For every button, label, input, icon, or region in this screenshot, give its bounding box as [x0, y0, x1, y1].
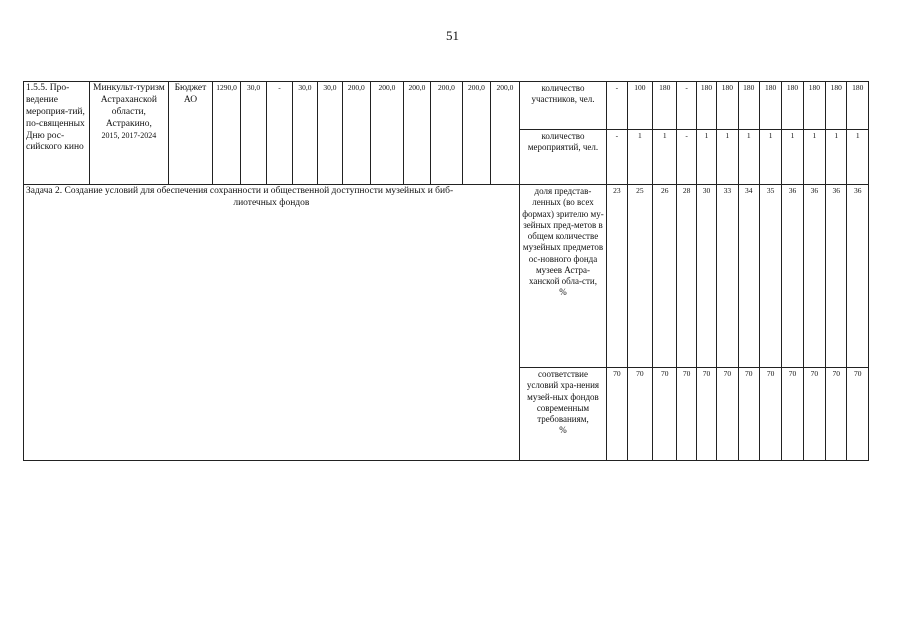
indicator-value: 180: [847, 82, 869, 130]
amount-cell: 200,0: [342, 82, 371, 185]
indicator-value: 180: [653, 82, 677, 130]
indicator-value: 180: [803, 82, 825, 130]
task-2-title-line1: Задача 2. Создание условий для обеспечения сохранности и общественной доступности музейных и биб-: [26, 186, 454, 196]
indicator-value: 180: [782, 82, 803, 130]
indicator-value: 1: [759, 130, 781, 185]
executor-main: Минкульт-туризм Астраханской области, Астракино,: [93, 83, 165, 129]
indicator-value: 1: [696, 130, 716, 185]
indicator-unit: %: [559, 425, 567, 436]
indicator-value: 34: [738, 185, 759, 368]
indicator-name: соответствие условий хра-нения музей-ных фондов современным требованиям,: [526, 369, 600, 424]
indicator-value: 25: [627, 185, 652, 368]
indicator-value: 70: [759, 368, 781, 461]
indicator-value: 70: [696, 368, 716, 461]
indicator-value: 28: [677, 185, 696, 368]
indicator-value: 36: [826, 185, 847, 368]
indicator-value: 100: [627, 82, 652, 130]
indicator-value: 26: [653, 185, 677, 368]
indicator-value: 70: [677, 368, 696, 461]
indicator-value: -: [677, 130, 696, 185]
amount-cell: 200,0: [371, 82, 404, 185]
indicator-value: 36: [847, 185, 869, 368]
amount-cell: -: [267, 82, 292, 185]
indicator-value: -: [607, 82, 627, 130]
indicator-value: 1: [782, 130, 803, 185]
event-cell: 1.5.5. Про-ведение мероприя-тий, по-священных Дню рос-сийского кино: [24, 82, 90, 185]
indicator-name: доля представ-ленных (во всех формах) зрителю му-зейных пред-метов в общем количестве музейных предметов ос-новного фонда музеев Астра-ханской обла-сти,: [522, 186, 604, 286]
indicator-value: 1: [826, 130, 847, 185]
indicator-value: 180: [738, 82, 759, 130]
indicator-value: 70: [653, 368, 677, 461]
indicator-name-cell: [519, 185, 607, 368]
executor-years: 2015, 2017-2024: [101, 130, 157, 140]
table-row: [24, 185, 869, 368]
indicator-value: 1: [803, 130, 825, 185]
indicator-value: -: [677, 82, 696, 130]
indicator-name: количество мероприятий, чел.: [519, 130, 607, 185]
program-table: [23, 81, 869, 461]
indicator-value: 70: [607, 368, 627, 461]
executor-cell: [90, 82, 168, 185]
indicator-name-cell: [519, 368, 607, 461]
amount-cell: 200,0: [462, 82, 491, 185]
indicator-unit: %: [559, 287, 567, 298]
indicator-value: 36: [803, 185, 825, 368]
indicator-value: 1: [627, 130, 652, 185]
indicator-value: 180: [696, 82, 716, 130]
indicator-value: 70: [803, 368, 825, 461]
indicator-value: 180: [717, 82, 738, 130]
indicator-value: 1: [847, 130, 869, 185]
indicator-value: 70: [782, 368, 803, 461]
indicator-value: 36: [782, 185, 803, 368]
indicator-value: 70: [627, 368, 652, 461]
table-row: [24, 82, 869, 130]
indicator-value: -: [607, 130, 627, 185]
task-2-title-cell: [24, 185, 520, 461]
amount-cell: 30,0: [292, 82, 317, 185]
indicator-value: 35: [759, 185, 781, 368]
indicator-value: 1: [653, 130, 677, 185]
indicator-value: 23: [607, 185, 627, 368]
indicator-value: 30: [696, 185, 716, 368]
amount-cell: 200,0: [403, 82, 430, 185]
indicator-value: 1: [738, 130, 759, 185]
task-2-title-line2: лиотечных фондов: [233, 197, 310, 208]
amount-cell: 30,0: [318, 82, 342, 185]
indicator-value: 33: [717, 185, 738, 368]
amount-cell: 30,0: [240, 82, 266, 185]
indicator-value: 180: [826, 82, 847, 130]
indicator-value: 180: [759, 82, 781, 130]
indicator-name: количество участников, чел.: [519, 82, 607, 130]
page-number: 51: [446, 28, 459, 43]
amount-cell: 200,0: [491, 82, 520, 185]
source-cell: Бюджет АО: [168, 82, 213, 185]
indicator-value: 70: [826, 368, 847, 461]
amount-cell: 200,0: [431, 82, 463, 185]
amount-cell: 1290,0: [213, 82, 240, 185]
indicator-value: 1: [717, 130, 738, 185]
indicator-value: 70: [717, 368, 738, 461]
indicator-value: 70: [847, 368, 869, 461]
indicator-value: 70: [738, 368, 759, 461]
